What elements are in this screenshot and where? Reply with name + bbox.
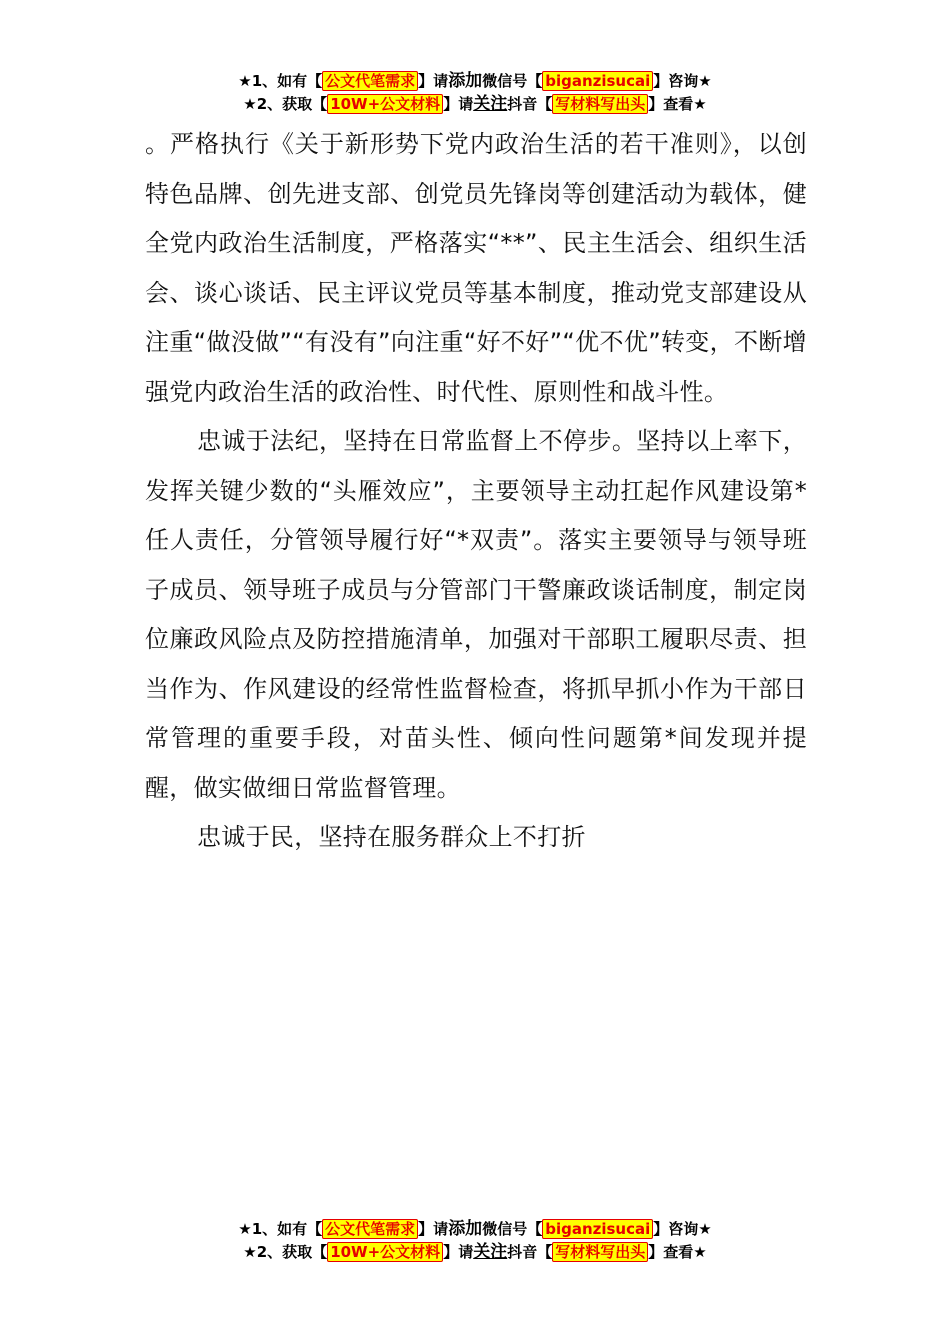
footer-banner-line-2	[0, 1241, 950, 1264]
banner-highlight: 公文代笔需求	[322, 71, 418, 91]
banner-emphasis: 添加	[448, 71, 483, 91]
banner-text: 抖音【	[507, 95, 553, 113]
banner-text: ★1、如有【	[238, 1220, 323, 1238]
banner-emphasis: 关注	[473, 1242, 508, 1262]
banner-highlight: 公文代笔需求	[322, 1219, 418, 1239]
banner-highlight: 写材料写出头	[552, 94, 648, 114]
document-body	[145, 120, 807, 863]
footer-banner	[0, 1218, 950, 1264]
banner-emphasis: 添加	[448, 1219, 483, 1239]
banner-text: ★2、获取【	[243, 95, 328, 113]
banner-text: ★2、获取【	[243, 1243, 328, 1261]
banner-text: 微信号【	[482, 72, 543, 90]
banner-text: 】咨询★	[653, 72, 712, 90]
banner-highlight: biganzisucai	[542, 1219, 653, 1239]
banner-highlight: biganzisucai	[542, 71, 653, 91]
banner-text: ★1、如有【	[238, 72, 323, 90]
banner-highlight: 10W+公文材料	[327, 1242, 443, 1262]
banner-highlight: 10W+公文材料	[327, 94, 443, 114]
header-banner-line-2	[0, 93, 950, 116]
banner-emphasis: 关注	[473, 94, 508, 114]
header-banner	[0, 70, 950, 116]
banner-highlight: 写材料写出头	[552, 1242, 648, 1262]
banner-text: 】请	[418, 1220, 449, 1238]
body-paragraph-3: 忠诚于民，坚持在服务群众上不打折	[197, 823, 586, 851]
body-paragraph-1: 。严格执行《关于新形势下党内政治生活的若干准则》，以创特色品牌、创先进支部、创党员先锋岗等创建活动为载体，健全党内政治生活制度，严格落实“**”、民主生活会、组织生活会、谈心谈话、民主评议党员等基本制度，推动党支部建设从注重“做没做”“有没有”向注重“好不好”“优不优”转变，不断增强党内政治生活的政治性、时代性、原则性和战斗性。	[145, 130, 807, 406]
banner-text: 】请	[443, 95, 474, 113]
banner-text: 】请	[418, 72, 449, 90]
banner-text: 抖音【	[507, 1243, 553, 1261]
banner-text: 】请	[443, 1243, 474, 1261]
header-banner-line-1	[0, 70, 950, 93]
footer-banner-line-1	[0, 1218, 950, 1241]
body-paragraph-2: 忠诚于法纪，坚持在日常监督上不停步。坚持以上率下，发挥关键少数的“头雁效应”，主要领导主动扛起作风建设第*任人责任，分管领导履行好“*双责”。落实主要领导与领导班子成员、领导班子成员与分管部门干警廉政谈话制度，制定岗位廉政风险点及防控措施清单，加强对干部职工履职尽责、担当作为、作风建设的经常性监督检查，将抓早抓小作为干部日常管理的重要手段，对苗头性、倾向性问题第*间发现并提醒，做实做细日常监督管理。	[145, 427, 807, 802]
banner-text: 】查看★	[648, 95, 707, 113]
banner-text: 】咨询★	[653, 1220, 712, 1238]
banner-text: 微信号【	[482, 1220, 543, 1238]
banner-text: 】查看★	[648, 1243, 707, 1261]
